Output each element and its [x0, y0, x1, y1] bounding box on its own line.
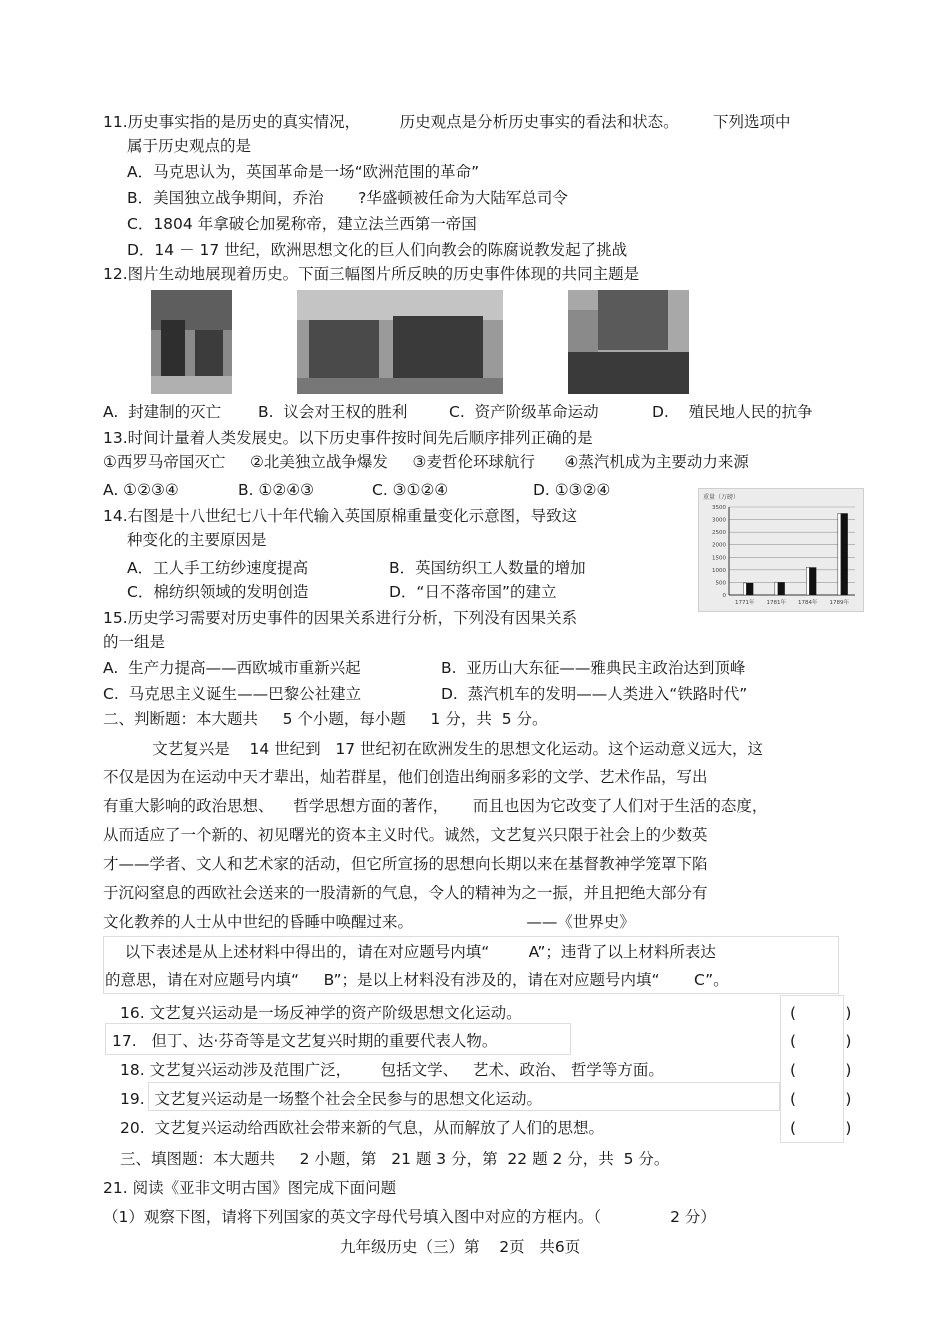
passage-line-6: 于沉闷窒息的西欧社会送来的一股清新的气息，令人的精神为之一振，并且把绝大部分有 [103, 884, 708, 902]
chart-bar-side [806, 567, 809, 595]
q15-option-a: A. 生产力提高——西欧城市重新兴起 [103, 659, 361, 677]
q12-option-c: C. 资产阶级革命运动 [449, 403, 599, 421]
q12-option-d: D. 殖民地人民的抗争 [652, 403, 813, 421]
chart-xtick-label: 1789年 [829, 600, 849, 606]
passage-line-1: 文艺复兴是 14 世纪到 17 世纪初在欧洲发生的思想文化运动。这个运动意义远大，这 [103, 740, 764, 758]
passage-line-2: 不仅是因为在运动中天才辈出，灿若群星，他们创造出绚丽多彩的文学、艺术作品，写出 [103, 768, 708, 786]
chart-xtick-label: 1784年 [798, 600, 818, 606]
q12-picture-2 [297, 290, 503, 394]
chart-bar [778, 582, 785, 595]
q12-stem: 12.图片生动地展现着历史。下面三幅图片所反映的历史事件体现的共同主题是 [103, 265, 640, 283]
section3-title: 三、填图题：本大题共 2 小题，第 21 题 3 分，第 22 题 2 分，共 5 分。 [120, 1150, 670, 1168]
chart-bar [809, 567, 816, 595]
q15-stem-line2: 的一组是 [103, 633, 166, 651]
passage-line-4: 从而适应了一个新的、初见曙光的资本主义时代。诚然，文艺复兴只限于社会上的少数英 [103, 826, 708, 844]
q11-stem-line1: 11.历史事实指的是历史的真实情况， 历史观点是分析历史事实的看法和状态。 下列选项中 [103, 113, 791, 131]
chart-xtick-label: 1781年 [766, 600, 786, 606]
chart-ytick-label: 3000 [712, 517, 726, 524]
judge-item-18: 18. 文艺复兴运动涉及范围广泛， 包括文学、 艺术、政治、 哲学等方面。 [120, 1061, 664, 1079]
chart-ytick-label: 2500 [712, 530, 726, 537]
q14-option-b: B．英国纺织工人数量的增加 [389, 559, 586, 577]
answer-box-20[interactable]: ( ) [790, 1119, 852, 1137]
chart-ytick-label: 2000 [712, 542, 726, 549]
q11-option-a: A．马克思认为，英国革命是一场“欧洲范围的革命” [127, 163, 480, 181]
q12-option-a: A. 封建制的灭亡 [103, 403, 222, 421]
section2-title: 二、判断题：本大题共 5 个小题，每小题 1 分，共 5 分。 [103, 710, 548, 728]
instruction-line-2: 的意思，请在对应题号内填“ B”；是以上材料没有涉及的，请在对应题号内填“ C”。 [105, 971, 729, 989]
chart-bar-side [743, 583, 746, 595]
chart-bar [746, 583, 753, 595]
judge-item-19: 19. 文艺复兴运动是一场整个社会全民参与的思想文化运动。 [120, 1090, 543, 1108]
q21-stem: 21. 阅读《亚非文明古国》图完成下面问题 [103, 1179, 397, 1197]
q14-option-d: D．“日不落帝国”的建立 [389, 583, 557, 601]
q15-option-b: B. 亚历山大东征——雅典民主政治达到顶峰 [441, 659, 746, 677]
chart-bar-side [775, 582, 778, 595]
q15-option-d: D. 蒸汽机车的发明——人类进入“铁路时代” [441, 685, 748, 703]
q13-option-b: B. ①②④③ [238, 481, 315, 499]
q13-option-d: D. ①③②④ [533, 481, 611, 499]
passage-line-5: 才——学者、文人和艺术家的活动，但它所宣扬的思想向长期以来在基督教神学笼罩下陷 [103, 855, 708, 873]
chart-ylabel: 重量（万磅） [703, 494, 740, 501]
chart-ytick-label: 3500 [712, 505, 726, 511]
chart-bar [841, 513, 848, 595]
q11-option-c: C．1804 年拿破仑加冕称帝，建立法兰西第一帝国 [127, 215, 477, 233]
q13-option-a: A. ①②③④ [103, 481, 179, 499]
q14-stem-line2: 种变化的主要原因是 [127, 531, 267, 549]
q13-option-c: C. ③①②④ [372, 481, 449, 499]
instruction-line-1: 以下表述是从上述材料中得出的，请在对应题号内填“ A”；违背了以上材料所表达 [105, 943, 716, 961]
chart-ytick-label: 1500 [712, 555, 726, 562]
q14-stem-line1: 14.右图是十八世纪七八十年代输入英国原棉重量变化示意图，导致这 [103, 507, 578, 525]
chart-ytick-label: 500 [715, 580, 726, 587]
q14-option-c: C．棉纺织领域的发明创造 [127, 583, 309, 601]
cotton-import-chart [698, 488, 864, 612]
chart-ytick-label: 0 [722, 593, 726, 599]
answer-box-18[interactable]: ( ) [790, 1061, 852, 1079]
q15-option-c: C. 马克思主义诞生——巴黎公社建立 [103, 685, 362, 703]
q11-stem-line2: 属于历史观点的是 [127, 137, 252, 155]
q12-picture-1 [151, 290, 232, 394]
passage-line-7: 文化教养的人士从中世纪的昏睡中唤醒过来。 ——《世界史》 [103, 913, 635, 931]
q15-stem-line1: 15.历史学习需要对历史事件的因果关系进行分析，下列没有因果关系 [103, 609, 578, 627]
q21-part1: （1）观察下图，请将下列国家的英文字母代号填入图中对应的方框内。（ 2 分） [103, 1208, 716, 1226]
chart-ytick-label: 1000 [712, 567, 726, 574]
judge-item-17: 17. 但丁、达·芬奇等是文艺复兴时期的重要代表人物。 [112, 1032, 498, 1050]
judge-item-16: 16. 文艺复兴运动是一场反神学的资产阶级思想文化运动。 [120, 1004, 522, 1022]
q14-option-a: A．工人手工纺纱速度提高 [127, 559, 309, 577]
chart-bar-side [838, 513, 841, 595]
q12-option-b: B. 议会对王权的胜利 [258, 403, 408, 421]
answer-box-17[interactable]: ( ) [790, 1032, 852, 1050]
q13-stem: 13.时间计量着人类发展史。以下历史事件按时间先后顺序排列正确的是 [103, 429, 593, 447]
cotton-import-chart-svg [699, 489, 863, 611]
answer-box-16[interactable]: ( ) [790, 1004, 852, 1022]
answer-box-19[interactable]: ( ) [790, 1090, 852, 1108]
q11-option-d: D．14 － 17 世纪，欧洲思想文化的巨人们向教会的陈腐说教发起了挑战 [127, 241, 628, 259]
q12-picture-3 [568, 290, 689, 394]
page-footer: 九年级历史（三）第 2页 共6页 [340, 1238, 581, 1256]
q11-option-b: B．美国独立战争期间，乔治 ?华盛顿被任命为大陆军总司令 [127, 189, 568, 207]
q13-events: ①西罗马帝国灭亡 ②北美独立战争爆发 ③麦哲伦环球航行 ④蒸汽机成为主要动力来源 [103, 453, 749, 471]
judge-item-20: 20. 文艺复兴运动给西欧社会带来新的气息，从而解放了人们的思想。 [120, 1119, 605, 1137]
chart-xtick-label: 1771年 [735, 600, 755, 606]
passage-line-3: 有重大影响的政治思想、 哲学思想方面的著作， 而且也因为它改变了人们对于生活的态度， [103, 797, 768, 815]
